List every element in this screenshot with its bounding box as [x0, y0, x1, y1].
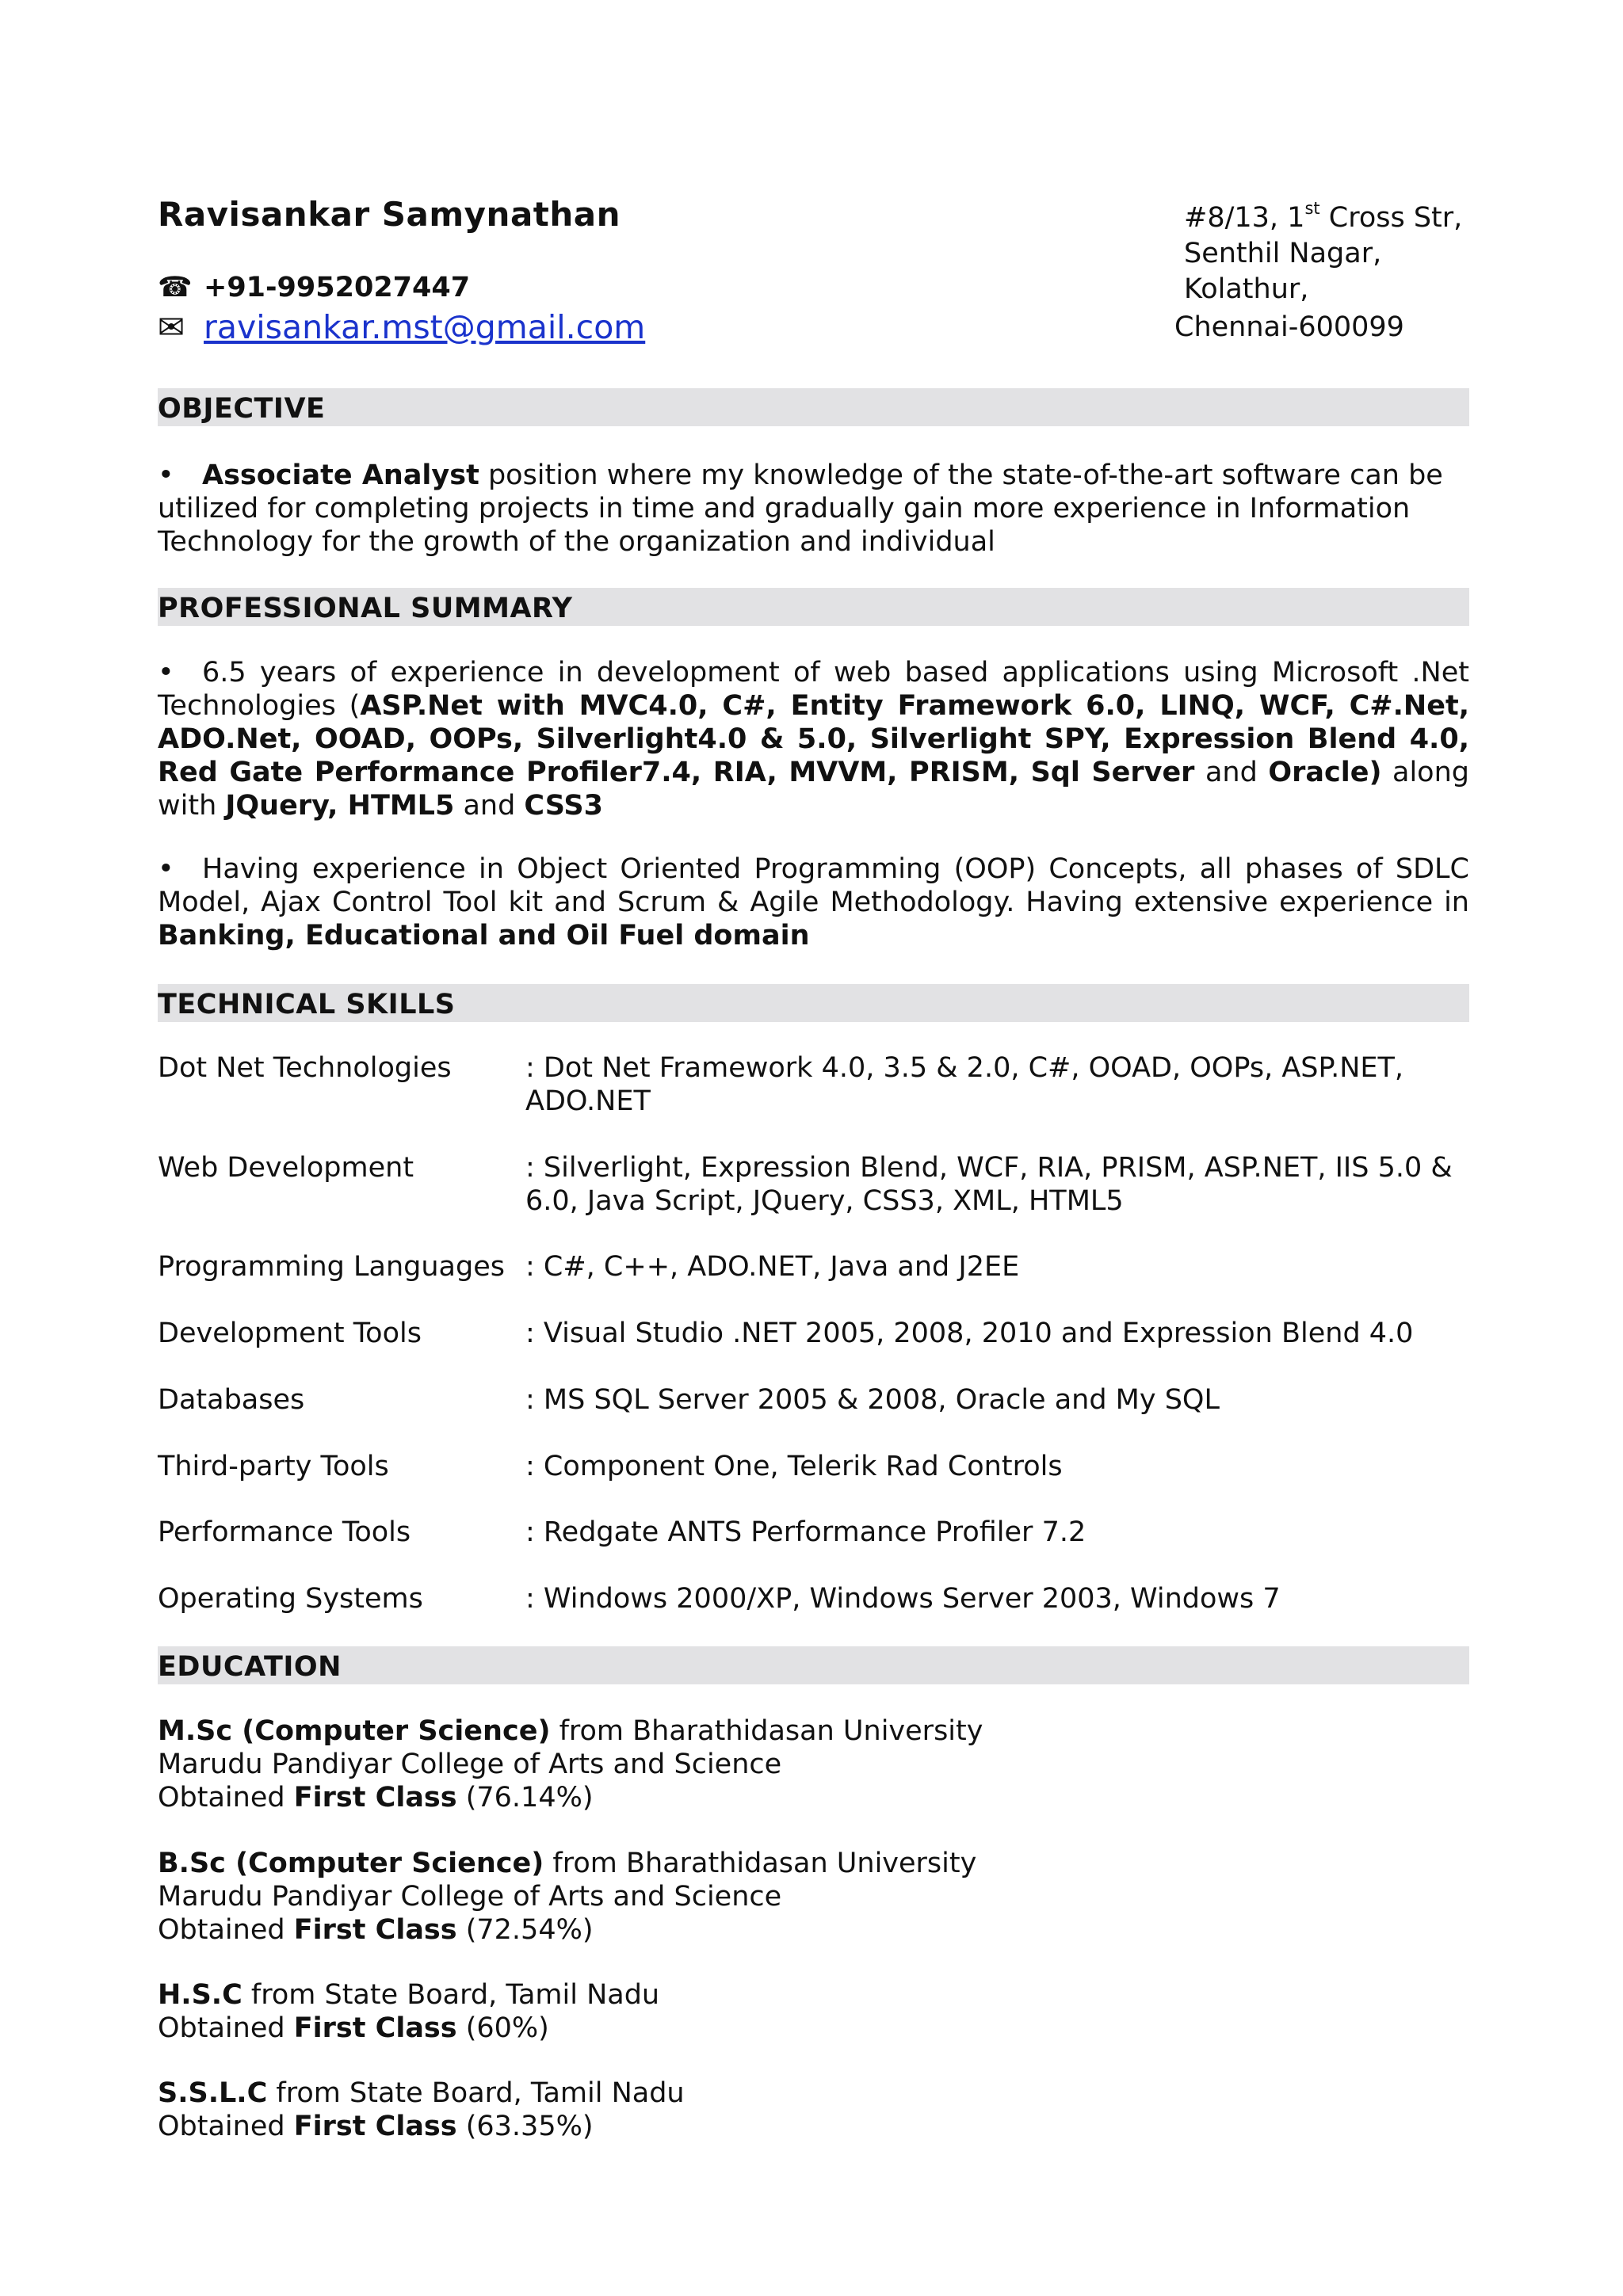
envelope-icon: ✉	[158, 308, 185, 346]
bullet: •	[158, 460, 174, 491]
skill-value: : Windows 2000/XP, Windows Server 2003, Windows 7	[525, 1583, 1281, 1615]
education-entry: M.Sc (Computer Science) from Bharathidasan University Marudu Pandiyar College of Arts and Science Obtained First Class (76.14%)	[158, 1715, 983, 1814]
phone-number: +91-9952027447	[204, 272, 471, 303]
education-entry: H.S.C from State Board, Tamil Nadu Obtained First Class (60%)	[158, 1979, 660, 2044]
education-heading-bar	[158, 1646, 1469, 1684]
telephone-icon: ☎	[158, 272, 193, 303]
summary-paragraph-2: • Having experience in Object Oriented Programming (OOP) Concepts, all phases of SDLC Model, Ajax Control Tool kit and Scrum & Agile Methodology. Having extensive experience in Banking, Educational and Oil Fuel domain	[158, 853, 1469, 952]
skill-label: Web Development	[158, 1152, 414, 1184]
skill-label: Operating Systems	[158, 1583, 423, 1615]
skill-label: Development Tools	[158, 1318, 422, 1349]
skill-value: : Visual Studio .NET 2005, 2008, 2010 and Expression Blend 4.0	[525, 1318, 1414, 1349]
skill-value: : Silverlight, Expression Blend, WCF, RIA, PRISM, ASP.NET, IIS 5.0 & 6.0, Java Script, JQuery, CSS3, XML, HTML5	[525, 1152, 1453, 1217]
address-line-2: Senthil Nagar,	[1184, 238, 1382, 269]
skill-label: Dot Net Technologies	[158, 1052, 452, 1084]
email-link[interactable]: ravisankar.mst@gmail.com	[204, 308, 646, 346]
skill-value: : C#, C++, ADO.NET, Java and J2EE	[525, 1251, 1020, 1283]
objective-heading: OBJECTIVE	[158, 393, 326, 425]
objective-role: Associate Analyst	[202, 460, 479, 491]
skill-label: Programming Languages	[158, 1251, 505, 1283]
education-entry: S.S.L.C from State Board, Tamil Nadu Obtained First Class (63.35%)	[158, 2077, 685, 2142]
email-line	[158, 308, 645, 346]
skill-label: Databases	[158, 1384, 305, 1416]
candidate-name: Ravisankar Samynathan	[158, 195, 621, 234]
skill-value: : MS SQL Server 2005 & 2008, Oracle and My SQL	[525, 1384, 1220, 1416]
objective-text: • Associate Analyst position where my knowledge of the state-of-the-art software can be utilized for completing projects in time and gradually gain more experience in Information Technology for the growth of the organization and individual	[158, 460, 1443, 558]
phone-line	[158, 272, 470, 303]
summary-paragraph-1: • 6.5 years of experience in development of web based applications using Microsoft .Net Technologies (ASP.Net with MVC4.0, C#, Entity Framework 6.0, LINQ, WCF, C#.Net, ADO.Net, OOAD, OOPs, Silverlight4.0 & 5.0, Silverlight SPY, Expression Blend 4.0, Red Gate Performance Profiler7.4, RIA, MVVM, PRISM, Sql Server and Oracle) along with JQuery, HTML5 and CSS3	[158, 657, 1469, 822]
skills-heading: TECHNICAL SKILLS	[158, 989, 456, 1020]
education-heading: EDUCATION	[158, 1651, 342, 1683]
objective-heading-bar	[158, 388, 1469, 426]
skills-heading-bar	[158, 984, 1469, 1022]
address-line-3: Kolathur,	[1184, 273, 1309, 305]
summary-heading-bar	[158, 588, 1469, 626]
education-entry: B.Sc (Computer Science) from Bharathidasan University Marudu Pandiyar College of Arts and Science Obtained First Class (72.54%)	[158, 1848, 977, 1946]
skill-value: : Dot Net Framework 4.0, 3.5 & 2.0, C#, OOAD, OOPs, ASP.NET, ADO.NET	[525, 1052, 1404, 1117]
skill-label: Third-party Tools	[158, 1451, 389, 1482]
address-line-4: Chennai-600099	[1174, 311, 1404, 343]
skill-label: Performance Tools	[158, 1516, 411, 1548]
summary-heading: PROFESSIONAL SUMMARY	[158, 593, 573, 624]
skill-value: : Redgate ANTS Performance Profiler 7.2	[525, 1516, 1086, 1548]
address-line-1: #8/13, 1st Cross Str,	[1184, 199, 1463, 234]
skill-value: : Component One, Telerik Rad Controls	[525, 1451, 1063, 1482]
